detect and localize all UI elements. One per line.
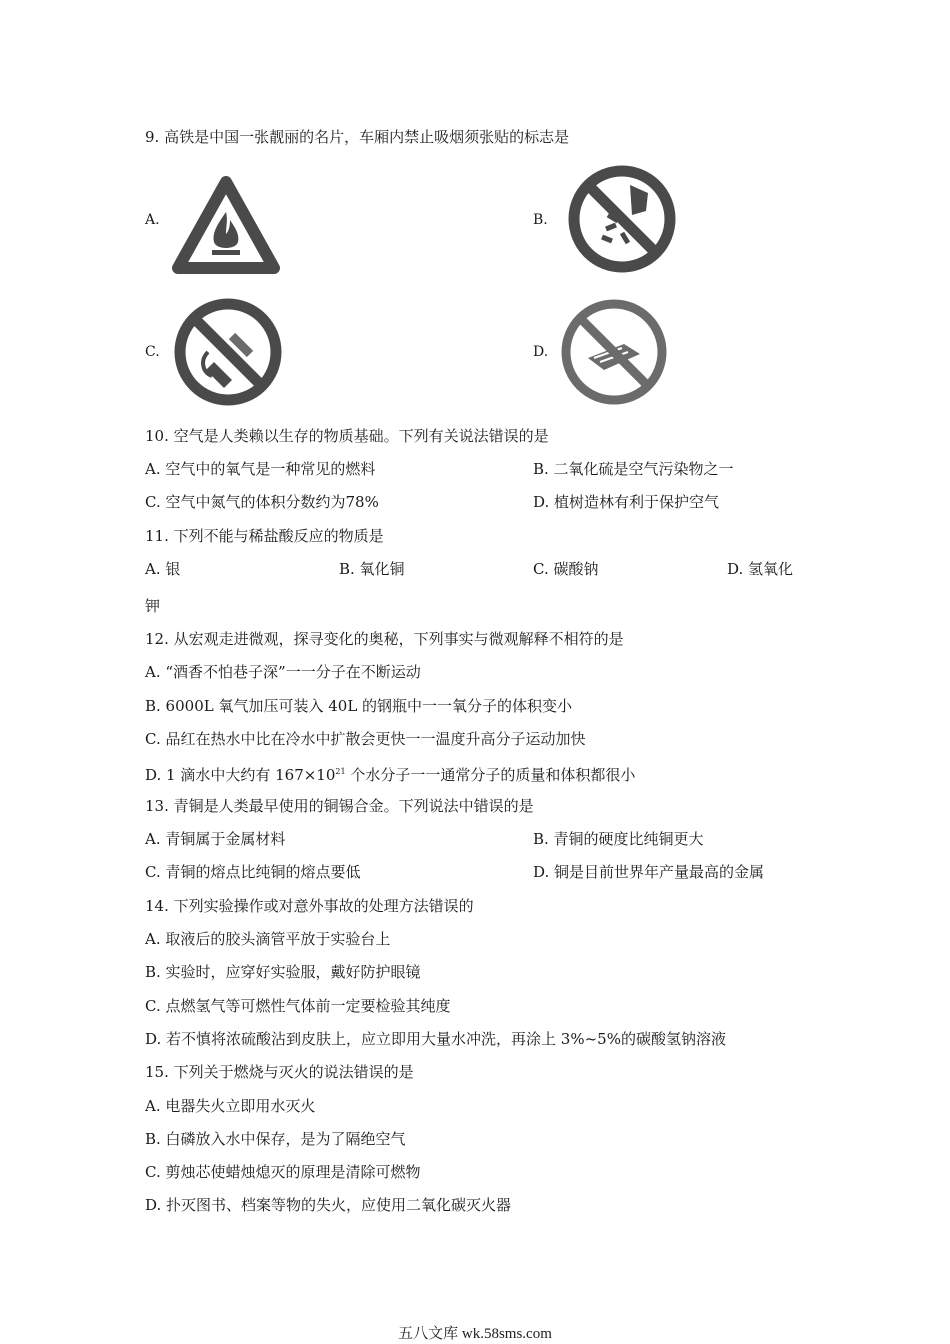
q15-option-d: D. 扑灭图书、档案等物的失火，应使用二氧化碳灭火器 xyxy=(145,1196,512,1214)
q13-stem: 13. 青铜是人类最早使用的铜锡合金。下列说法中错误的是 xyxy=(145,797,534,815)
q12-option-d xyxy=(145,762,635,785)
q13-option-c: C. 青铜的熔点比纯铜的熔点要低 xyxy=(145,863,361,881)
q14-option-b: B. 实验时，应穿好实验服，戴好防护眼镜 xyxy=(145,963,421,981)
q13-option-d: D. 铜是目前世界年产量最高的金属 xyxy=(533,863,765,881)
q10-option-c: C. 空气中氮气的体积分数约为78% xyxy=(145,493,379,511)
q11-stem: 11. 下列不能与稀盐酸反应的物质是 xyxy=(145,527,384,545)
q9-option-d-label: D. xyxy=(533,344,549,360)
q15-option-b: B. 白磷放入水中保存，是为了隔绝空气 xyxy=(145,1130,406,1148)
q15-option-c: C. 剪烛芯使蜡烛熄灭的原理是清除可燃物 xyxy=(145,1163,421,1181)
q9-option-a-label: A. xyxy=(145,212,160,228)
q12-option-c: C. 品红在热水中比在冷水中扩散会更快一一温度升高分子运动加快 xyxy=(145,730,586,748)
q12-option-d-suffix: 个水分子一一通常分子的质量和体积都很小 xyxy=(345,766,636,784)
q14-stem: 14. 下列实验操作或对意外事故的处理方法错误的 xyxy=(145,897,474,915)
no-fireworks-icon xyxy=(566,163,678,275)
q14-option-d: D. 若不慎将浓硫酸沾到皮肤上，应立即用大量水冲洗，再涂上 3%~5%的碳酸氢钠溶液 xyxy=(145,1030,726,1048)
q11-option-c: C. 碳酸钠 xyxy=(533,560,599,578)
q9-option-c-label: C. xyxy=(145,344,160,360)
flammable-warning-icon xyxy=(172,176,280,276)
q12-option-d-prefix: D. 1 滴水中大约有 167×10 xyxy=(145,766,336,784)
q11-option-a: A. 银 xyxy=(145,560,181,578)
q12-option-d-exponent: 21 xyxy=(335,767,346,776)
q12-option-a: A. “酒香不怕巷子深”一一分子在不断运动 xyxy=(145,663,421,681)
q15-stem: 15. 下列关于燃烧与灭火的说法错误的是 xyxy=(145,1063,414,1081)
site-footer: 五八文库 wk.58sms.com xyxy=(398,1326,552,1342)
q15-option-a: A. 电器失火立即用水灭火 xyxy=(145,1097,316,1115)
q9-stem: 9. 高铁是中国一张靓丽的名片，车厢内禁止吸烟须张贴的标志是 xyxy=(145,128,570,146)
q11-option-d-continued: 钾 xyxy=(145,597,161,615)
no-smoking-icon xyxy=(172,296,284,408)
q12-option-b: B. 6000L 氧气加压可装入 40L 的钢瓶中一一氧分子的体积变小 xyxy=(145,697,573,715)
q14-option-c: C. 点燃氢气等可燃性气体前一定要检验其纯度 xyxy=(145,997,451,1015)
q10-stem: 10. 空气是人类赖以生存的物质基础。下列有关说法错误的是 xyxy=(145,427,549,445)
q11-option-b: B. 氧化铜 xyxy=(339,560,405,578)
q14-option-a: A. 取液后的胶头滴管平放于实验台上 xyxy=(145,930,391,948)
q10-option-a: A. 空气中的氧气是一种常见的燃料 xyxy=(145,460,376,478)
q10-option-b: B. 二氧化硫是空气污染物之一 xyxy=(533,460,734,478)
q12-stem: 12. 从宏观走进微观，探寻变化的奥秘，下列事实与微观解释不相符的是 xyxy=(145,630,624,648)
q13-option-b: B. 青铜的硬度比纯铜更大 xyxy=(533,830,704,848)
no-matches-icon xyxy=(558,296,670,408)
q11-option-d: D. 氢氧化 xyxy=(727,560,794,578)
q13-option-a: A. 青铜属于金属材料 xyxy=(145,830,286,848)
q10-option-d: D. 植树造林有利于保护空气 xyxy=(533,493,720,511)
q9-option-b-label: B. xyxy=(533,212,548,228)
